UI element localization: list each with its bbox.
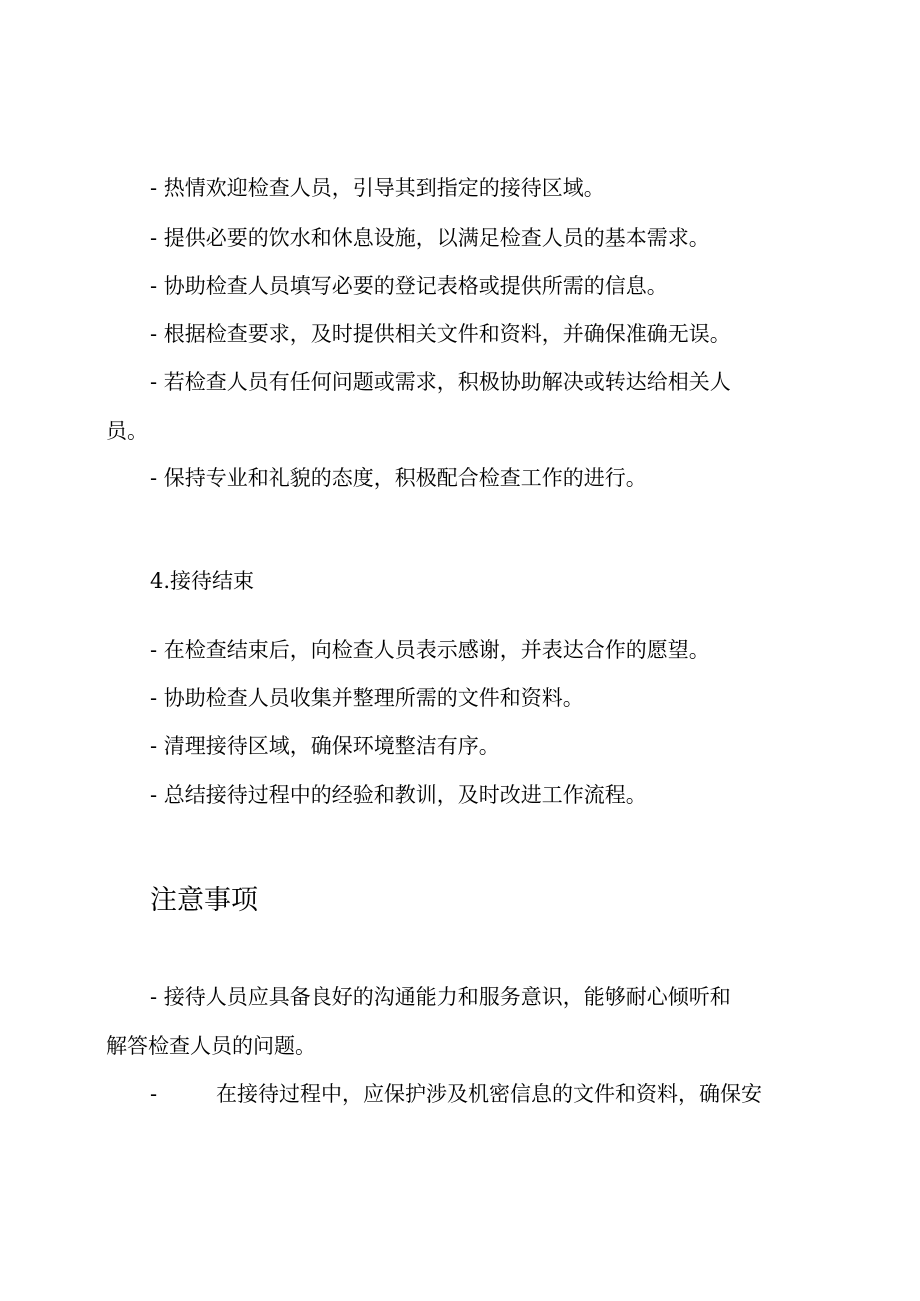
paragraph-line: - 协助检查人员填写必要的登记表格或提供所需的信息。	[150, 274, 668, 298]
paragraph-line: 在接待过程中，应保护涉及机密信息的文件和资料，确保安	[216, 1082, 762, 1106]
paragraph-line: - 若检查人员有任何问题或需求，积极协助解决或转达给相关人	[150, 370, 731, 394]
paragraph-line-dash: -	[150, 1082, 158, 1106]
paragraph-line: - 根据检查要求，及时提供相关文件和资料，并确保准确无误。	[150, 322, 731, 346]
paragraph-line: - 保持专业和礼貌的态度，积极配合检查工作的进行。	[150, 466, 647, 490]
paragraph-line: - 接待人员应具备良好的沟通能力和服务意识，能够耐心倾听和	[150, 985, 731, 1009]
paragraph-line: - 提供必要的饮水和休息设施，以满足检查人员的基本需求。	[150, 226, 710, 250]
paragraph-line: - 在检查结束后，向检查人员表示感谢，并表达合作的愿望。	[150, 638, 710, 662]
paragraph-line: 解答检查人员的问题。	[106, 1034, 316, 1058]
paragraph-line: - 协助检查人员收集并整理所需的文件和资料。	[150, 686, 584, 710]
paragraph-line: 员。	[106, 419, 148, 443]
paragraph-line: - 热情欢迎检查人员，引导其到指定的接待区域。	[150, 176, 605, 200]
paragraph-line: - 总结接待过程中的经验和教训，及时改进工作流程。	[150, 783, 647, 807]
paragraph-line: - 清理接待区域，确保环境整洁有序。	[150, 734, 500, 758]
section-heading: 注意事项	[150, 885, 258, 916]
section-title: 4.接待结束	[150, 569, 255, 593]
